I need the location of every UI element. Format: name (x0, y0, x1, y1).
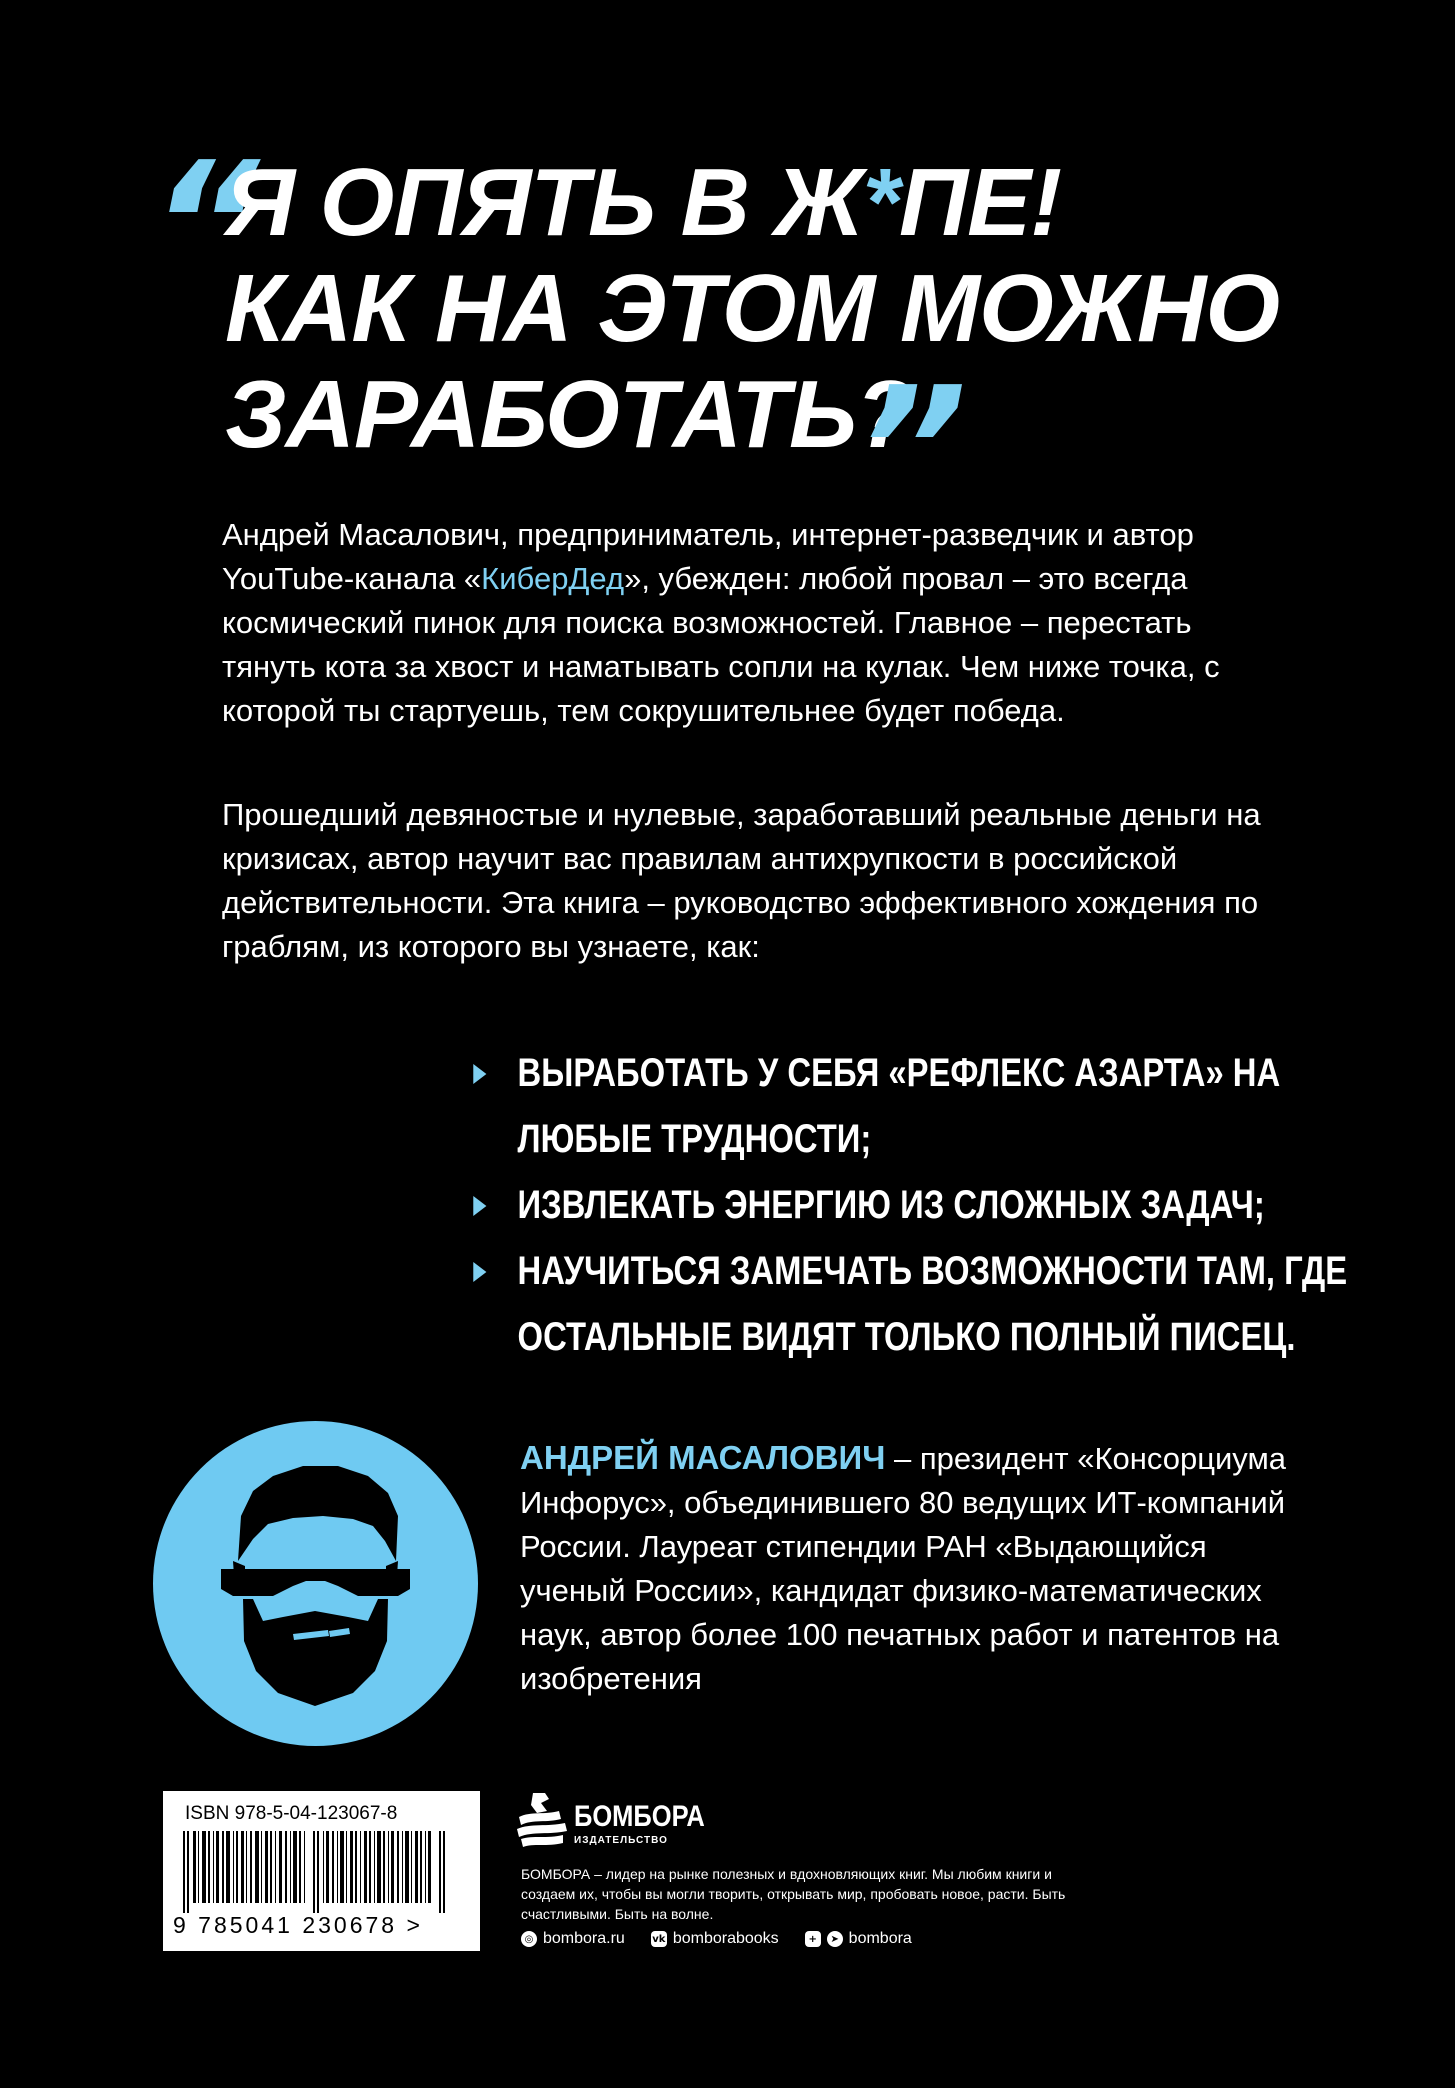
bearded-man-icon (153, 1421, 478, 1746)
publisher-subtitle: ИЗДАТЕЛЬСТВО (574, 1835, 668, 1846)
close-quote-mark: ” (858, 351, 968, 549)
plus-icon: + (805, 1931, 821, 1947)
publisher-description: БОМБОРА – лидер на рынке полезных и вдохновляющих книг. Мы любим книги и создаем их, чтобы вы могли творить, открывать мир, пробовать новое, расти. Быть счастливыми. Быть на волне. (521, 1866, 1066, 1922)
censor-star: * (862, 149, 900, 256)
social-telegram[interactable]: + ➤ bombora (805, 1930, 912, 1948)
bullet-arrow-icon (473, 1064, 486, 1084)
social-vk[interactable]: vk bomborabooks (652, 1930, 779, 1947)
publisher-socials (521, 1930, 912, 1948)
isbn-barcode (163, 1791, 480, 1951)
kiberded-channel-name: КиберДед (481, 561, 625, 596)
benefits-list (470, 1040, 1348, 1370)
headline-line-1: Я ОПЯТЬ В Ж*ПЕ! (225, 149, 1062, 256)
vk-icon: vk (651, 1931, 667, 1947)
list-item: НАУЧИТЬСЯ ЗАМЕЧАТЬ ВОЗМОЖНОСТИ ТАМ, ГДЕ ОСТАЛЬНЫЕ ВИДЯТ ТОЛЬКО ПОЛНЫЙ ПИСЕЦ. (470, 1238, 1370, 1370)
headline-line-2: КАК НА ЭТОМ МОЖНО (225, 255, 1280, 362)
author-avatar (153, 1421, 478, 1746)
author-name: АНДРЕЙ МАСАЛОВИЧ (520, 1439, 886, 1476)
author-bio: АНДРЕЙ МАСАЛОВИЧ – президент «Консорциума Инфорус», объединившего 80 ведущих ИТ-компаний России. Лауреат стипендии РАН «Выдающийся ученый России», кандидат физико-математических наук, автор более 100 печатных работ и патентов на изобретения (520, 1439, 1286, 1696)
bullet-arrow-icon (473, 1196, 486, 1216)
social-website[interactable]: ◎ bombora.ru (521, 1930, 625, 1948)
globe-icon: ◎ (521, 1931, 537, 1947)
isbn-number: ISBN 978-5-04-123067-8 (185, 1803, 398, 1824)
telegram-icon: ➤ (827, 1931, 843, 1947)
publisher-name: БОМБОРА (574, 1800, 705, 1833)
barcode-icon (177, 1831, 467, 1913)
barcode-digits: 9 785041 230678 > (173, 1912, 423, 1938)
intro-paragraph-1: Андрей Масалович, предприниматель, интернет-разведчик и автор YouTube-канала «КиберДед», убежден: любой провал – это всегда космический пинок для поиска возможностей. Главное – перестать тянуть кота за хвост и наматывать сопли на кулак. Чем ниже точка, с которой ты стартуешь, тем сокрушительнее будет победа. (222, 517, 1220, 728)
bullet-arrow-icon (473, 1262, 486, 1282)
bombora-logo-icon (515, 1789, 571, 1849)
list-item: ИЗВЛЕКАТЬ ЭНЕРГИЮ ИЗ СЛОЖНЫХ ЗАДАЧ; (470, 1172, 1370, 1238)
headline-line-3: ЗАРАБОТАТЬ? (225, 361, 914, 468)
intro-paragraph-2: Прошедший девяностые и нулевые, заработавший реальные деньги на кризисах, автор научит вас правилам антихрупкости в российской действительности. Эта книга – руководство эффективного хождения по граблям, из которого вы узнаете, как: (222, 797, 1261, 964)
headline (225, 150, 1325, 468)
list-item: ВЫРАБОТАТЬ У СЕБЯ «РЕФЛЕКС АЗАРТА» НА ЛЮБЫЕ ТРУДНОСТИ; (470, 1040, 1370, 1172)
open-quote-mark: “ (150, 126, 260, 324)
